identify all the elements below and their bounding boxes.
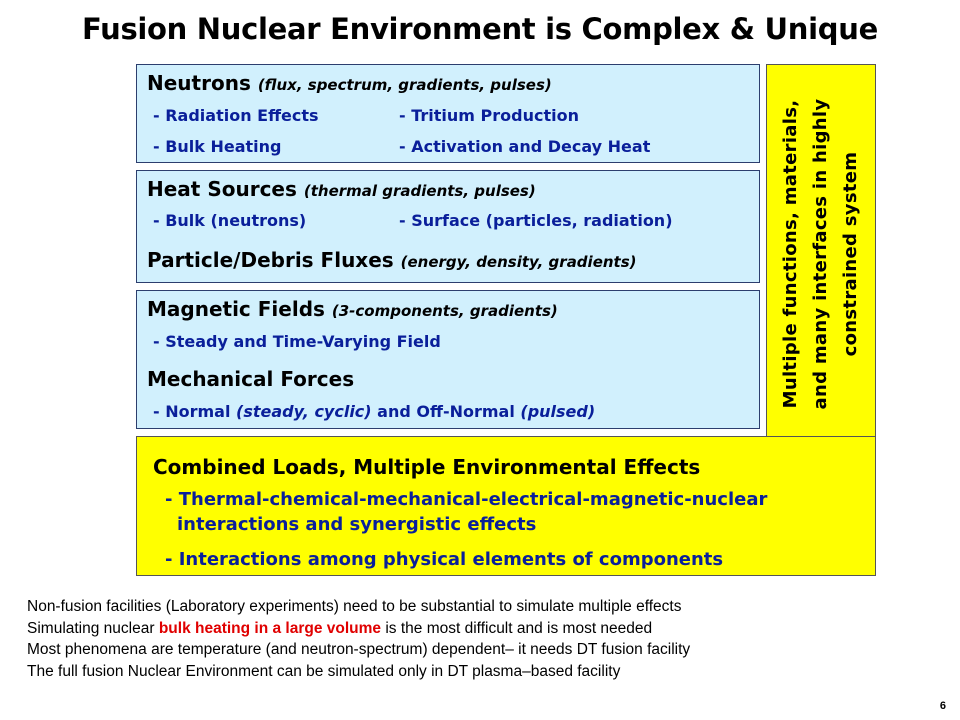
note-2 bbox=[27, 618, 690, 640]
magnetic-paren: (3-components, gradients) bbox=[331, 302, 558, 320]
neutrons-item-2: - Tritium Production bbox=[399, 106, 579, 125]
side-note-vertical bbox=[776, 74, 866, 434]
mechanical-heading: Mechanical Forces bbox=[147, 367, 355, 391]
note-4: The full fusion Nuclear Environment can be simulated only in DT plasma–based facility bbox=[27, 662, 621, 680]
page-title: Fusion Nuclear Environment is Complex & Unique bbox=[82, 12, 878, 46]
combined-loads-panel bbox=[136, 436, 876, 576]
note-3: Most phenomena are temperature (and neutron-spectrum) dependent– it needs DT fusion facility bbox=[27, 641, 691, 658]
neutrons-heading bbox=[147, 71, 552, 95]
magnetic-mechanical-box bbox=[136, 290, 760, 429]
mechanical-item-paren-1: (steady, cyclic) bbox=[236, 402, 372, 421]
combined-line-1: - Thermal-chemical-mechanical-electrical-magnetic-nuclear bbox=[165, 489, 768, 510]
magnetic-item: - Steady and Time-Varying Field bbox=[153, 332, 441, 351]
mechanical-item-mid: and Off-Normal bbox=[371, 402, 521, 421]
note-2-post: is the most difficult and is most needed bbox=[381, 619, 653, 637]
heat-item-1: - Bulk (neutrons) bbox=[153, 211, 307, 230]
mechanical-item bbox=[153, 402, 595, 421]
side-note-line-3: constrained system bbox=[840, 151, 861, 357]
neutrons-item-1: - Radiation Effects bbox=[153, 106, 319, 125]
neutrons-paren: (flux, spectrum, gradients, pulses) bbox=[257, 76, 552, 94]
mechanical-item-prefix: - Normal bbox=[153, 402, 237, 421]
note-1: Non-fusion facilities (Laboratory experiments) need to be substantial to simulate multiple effects bbox=[27, 598, 682, 615]
particle-heading bbox=[147, 248, 637, 272]
magnetic-head-text: Magnetic Fields bbox=[147, 297, 325, 321]
particle-head-text: Particle/Debris Fluxes bbox=[147, 248, 394, 272]
page-number: 6 bbox=[939, 700, 946, 712]
neutrons-item-4: - Activation and Decay Heat bbox=[399, 137, 651, 156]
heat-sources-box bbox=[136, 170, 760, 283]
combined-line-3: - Interactions among physical elements of components bbox=[165, 549, 724, 570]
heat-head-text: Heat Sources bbox=[147, 177, 297, 201]
neutrons-item-3: - Bulk Heating bbox=[153, 137, 282, 156]
particle-paren: (energy, density, gradients) bbox=[400, 253, 637, 271]
neutrons-head-text: Neutrons bbox=[147, 71, 251, 95]
mechanical-item-paren-2: (pulsed) bbox=[520, 402, 596, 421]
heat-paren: (thermal gradients, pulses) bbox=[303, 182, 536, 200]
combined-line-2: interactions and synergistic effects bbox=[177, 514, 537, 535]
footnotes bbox=[27, 596, 690, 682]
magnetic-heading bbox=[147, 297, 558, 321]
note-2-highlight: bulk heating in a large volume bbox=[158, 619, 382, 637]
neutrons-box bbox=[136, 64, 760, 163]
note-2-pre: Simulating nuclear bbox=[27, 619, 159, 637]
heat-item-2: - Surface (particles, radiation) bbox=[399, 211, 673, 230]
side-note-line-2: and many interfaces in highly bbox=[810, 98, 831, 410]
heat-sources-heading bbox=[147, 177, 536, 201]
side-note-line-1: Multiple functions, materials, bbox=[780, 99, 801, 409]
combined-loads-heading: Combined Loads, Multiple Environmental Effects bbox=[153, 455, 701, 479]
